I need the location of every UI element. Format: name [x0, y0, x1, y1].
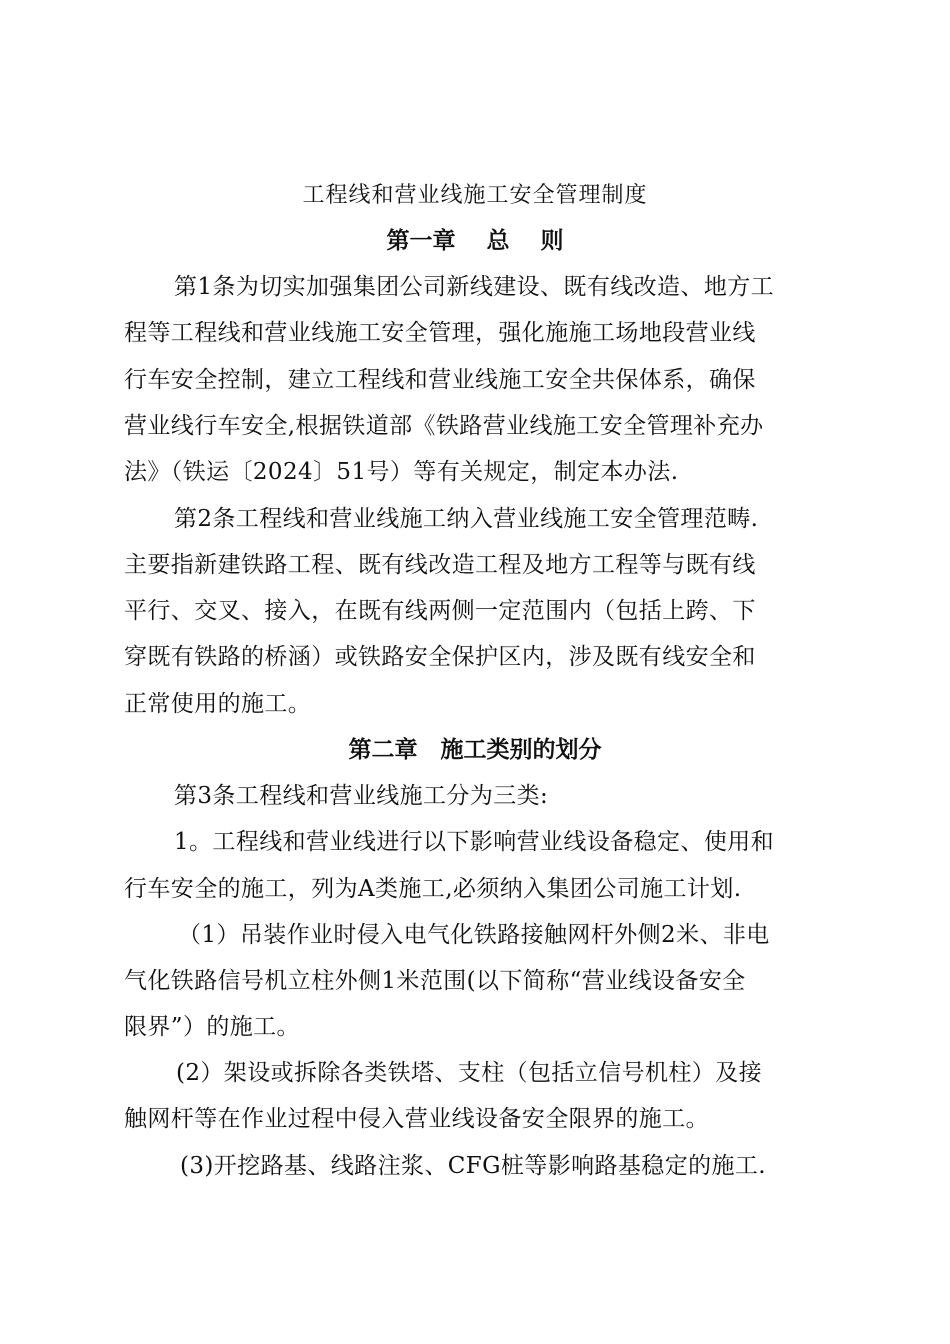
- chapter-heading-1: 第一章 总 则: [386, 228, 564, 254]
- paragraph-line: 营业线行车安全,根据铁道部《铁路营业线施工安全管理补充办: [124, 413, 764, 439]
- paragraph-line: 限界”）的施工。: [124, 1014, 300, 1040]
- paragraph-line: 第2条工程线和营业线施工纳入营业线施工安全管理范畴.: [174, 506, 759, 532]
- paragraph-line: 行车安全的施工，列为A类施工,必须纳入集团公司施工计划.: [124, 876, 742, 902]
- paragraph-line: 1。工程线和营业线进行以下影响营业线设备稳定、使用和: [174, 829, 775, 855]
- paragraph-line: 穿既有铁路的桥涵）或铁路安全保护区内，涉及既有线安全和: [124, 644, 756, 670]
- paragraph-line: 程等工程线和营业线施工安全管理，强化施施工场地段营业线: [124, 320, 756, 346]
- paragraph-line: 触网杆等在作业过程中侵入营业线设备安全限界的施工。: [124, 1106, 709, 1132]
- paragraph-line: （1）吊装作业时侵入电气化铁路接触网杆外侧2米、非电: [178, 922, 770, 948]
- paragraph-line: 法》（铁运〔2024〕51号）等有关规定，制定本办法.: [124, 459, 679, 485]
- paragraph-line: (3)开挖路基、线路注浆、CFG桩等影响路基稳定的施工.: [180, 1153, 767, 1179]
- chapter-heading-2: 第二章 施工类别的划分: [348, 737, 602, 763]
- paragraph-line: 行车安全控制，建立工程线和营业线施工安全共保体系，确保: [124, 367, 756, 393]
- paragraph-line: 气化铁路信号机立柱外侧1米范围(以下简称“营业线设备安全: [124, 968, 746, 994]
- paragraph-line: (2）架设或拆除各类铁塔、支柱（包括立信号机柱）及接: [176, 1060, 763, 1086]
- paragraph-line: 第3条工程线和营业线施工分为三类:: [174, 783, 549, 809]
- paragraph-line: 正常使用的施工。: [124, 691, 312, 717]
- paragraph-line: 平行、交叉、接入，在既有线两侧一定范围内（包括上跨、下: [124, 598, 756, 624]
- paragraph-line: 第1条为切实加强集团公司新线建设、既有线改造、地方工: [174, 274, 775, 300]
- paragraph-line: 主要指新建铁路工程、既有线改造工程及地方工程等与既有线: [124, 552, 756, 578]
- document-title: 工程线和营业线施工安全管理制度: [302, 183, 648, 208]
